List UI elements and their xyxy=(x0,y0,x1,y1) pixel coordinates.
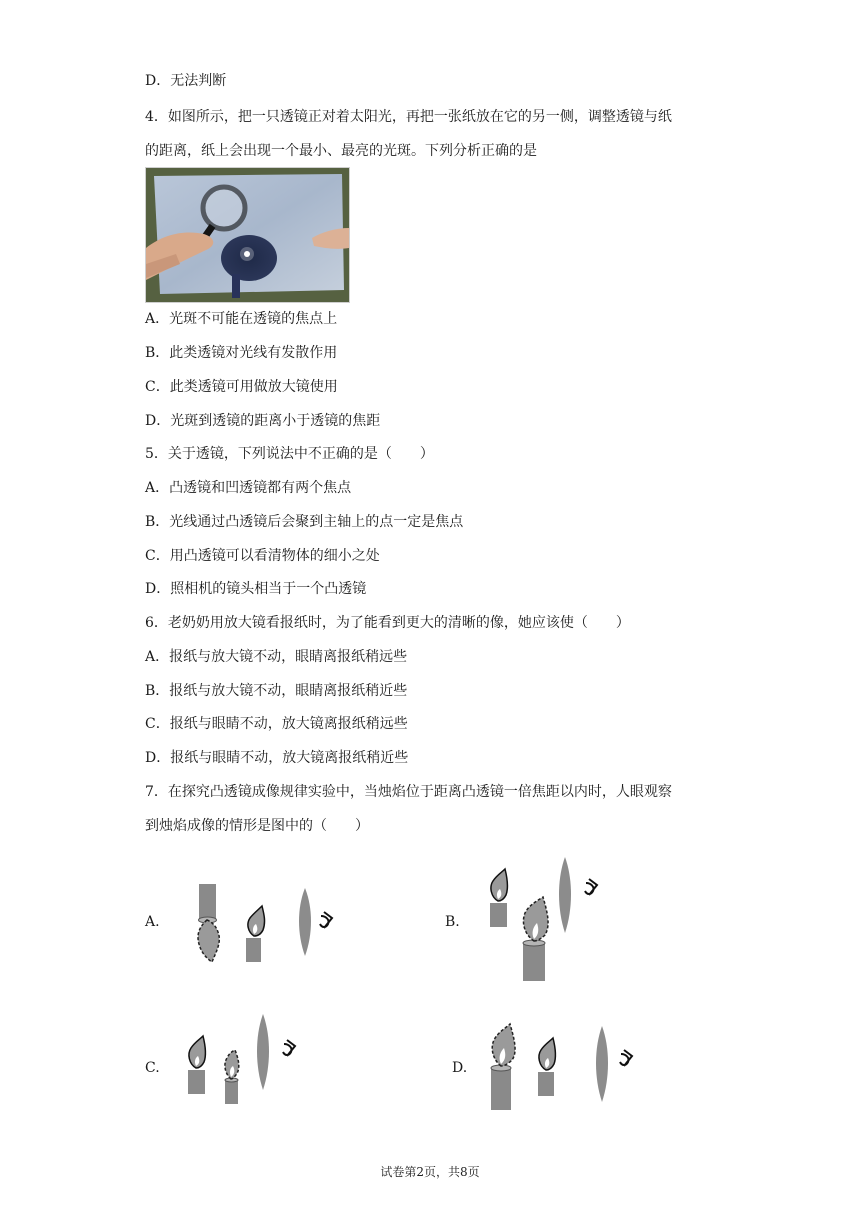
q6-option-a: A．报纸与放大镜不动，眼睛离报纸稍远些 xyxy=(145,649,408,665)
q4-stem-line2: 的距离，纸上会出现一个最小、最亮的光斑。下列分析正确的是 xyxy=(145,143,537,159)
q5-option-b: B．光线通过凸透镜后会聚到主轴上的点一定是焦点 xyxy=(145,514,464,530)
q4-option-c: C．此类透镜可用做放大镜使用 xyxy=(145,379,338,395)
q7-figure-a xyxy=(190,878,350,968)
q5-stem: 5．关于透镜，下列说法中不正确的是（ ） xyxy=(145,446,434,462)
q6-stem: 6．老奶奶用放大镜看报纸时，为了能看到更大的清晰的像，她应该使（ ） xyxy=(145,615,630,631)
q7-label-d: D. xyxy=(452,1060,468,1076)
q7-figure-c xyxy=(185,1012,315,1108)
page-footer: 试卷第2页，共8页 xyxy=(380,1165,480,1179)
q5-option-d: D．照相机的镜头相当于一个凸透镜 xyxy=(145,581,367,597)
q7-stem-line1: 7．在探究凸透镜成像规律实验中，当烛焰位于距离凸透镜一倍焦距以内时，人眼观察 xyxy=(145,784,672,800)
q6-option-d: D．报纸与眼睛不动，放大镜离报纸稍近些 xyxy=(145,750,409,766)
q4-stem-line1: 4．如图所示，把一只透镜正对着太阳光，再把一张纸放在它的另一侧，调整透镜与纸 xyxy=(145,109,672,125)
magnifier-sunlight-photo xyxy=(145,167,350,303)
q4-option-a: A．光斑不可能在透镜的焦点上 xyxy=(145,311,338,327)
q4-option-d: D．光斑到透镜的距离小于透镜的焦距 xyxy=(145,413,381,429)
q7-stem-line2: 到烛焰成像的情形是图中的（ ） xyxy=(145,818,369,834)
q7-label-c: C. xyxy=(145,1060,160,1076)
q7-label-a: A. xyxy=(145,914,160,930)
q4-option-b: B．此类透镜对光线有发散作用 xyxy=(145,345,338,361)
q6-option-b: B．报纸与放大镜不动，眼睛离报纸稍近些 xyxy=(145,683,408,699)
q6-option-c: C．报纸与眼睛不动，放大镜离报纸稍远些 xyxy=(145,716,408,732)
q7-figure-b xyxy=(485,857,625,985)
q7-label-b: B. xyxy=(445,914,460,930)
q5-option-a: A．凸透镜和凹透镜都有两个焦点 xyxy=(145,480,352,496)
q7-figure-d xyxy=(488,1022,648,1114)
q3-option-d: D．无法判断 xyxy=(145,73,227,89)
q5-option-c: C．用凸透镜可以看清物体的细小之处 xyxy=(145,548,380,564)
